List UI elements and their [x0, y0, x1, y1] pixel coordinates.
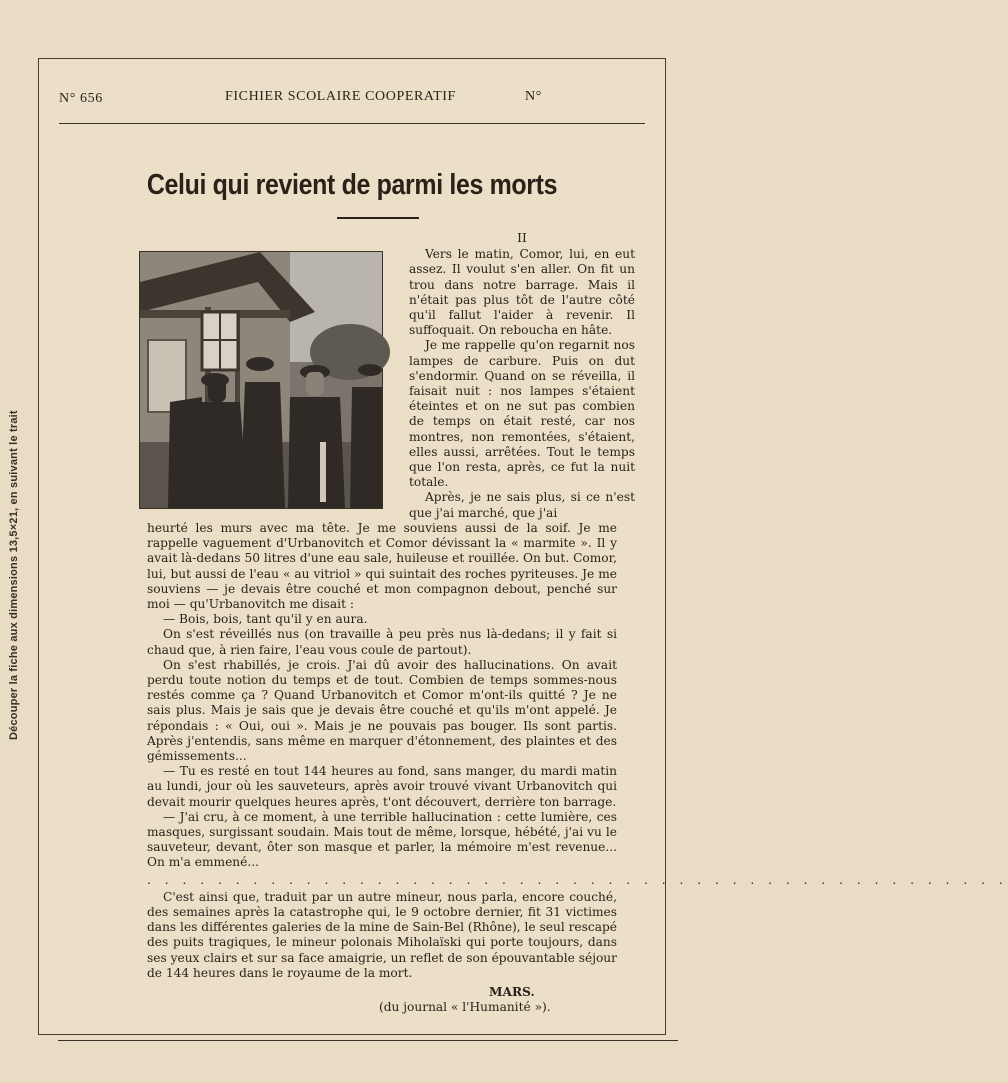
author-signature: MARS.	[489, 985, 535, 1000]
source-attribution: (du journal « l'Humanité »).	[379, 1000, 551, 1015]
section-separator: . . . . . . . . . . . . . . . . . . . . . . . . . . . . . . . . . . . . . . . . . . . . . . . . .	[147, 872, 1008, 887]
full-width-text	[147, 521, 1008, 1016]
paragraph: On s'est rhabillés, je crois. J'ai dû avoir des hallucinations. On avait perdu toute notion du temps et de tout. Combien de temps sommes-nous restés comme ça ? Quand Urbanovitch et Comor m'ont-ils quitté ? Je ne sais plus. Mais je sais que je devais être couché et qu'ils m'ont appelé. Je répondais : « Oui, oui ». Mais je ne pouvais pas bouger. Ils sont partis. Après j'entendis, sans même en marquer d'étonnement, des plaintes et des gémissements...	[147, 657, 617, 764]
paragraph: Après, je ne sais plus, si ce n'est que j'ai marché, que j'ai	[409, 490, 635, 520]
signature-block	[147, 985, 617, 1015]
document-sheet	[38, 58, 1008, 1035]
page-header	[59, 89, 645, 111]
article-title: Celui qui revient de parmi les morts	[146, 169, 558, 201]
cut-line	[58, 1040, 678, 1041]
header-rule	[59, 123, 645, 124]
paragraph: heurté les murs avec ma tête. Je me souviens aussi de la soif. Je me rappelle vaguement d'Urbanovitch et Comor dévissant la « marmite ». Il y avait là-dedans 50 litres d'une eau sale, huileuse et rouillée. On but. Comor, lui, but aussi de l'eau « au vitriol » qui suintait des roches pyriteuses. Je me souviens — je devais être couché et mon compagnon debout, penché sur moi — qu'Urbanovitch me disait :	[147, 521, 617, 612]
dialogue-line: — J'ai cru, à ce moment, à une terrible hallucination : cette lumière, ces masques, surgissant soudain. Mais tout de même, lorsque, hébété, j'ai vu le sauveteur, devant, ôter son masque et parler, la mémoire m'est revenue... On m'a emmené...	[147, 809, 617, 870]
section-number: II	[517, 231, 527, 245]
dialogue-line: — Tu es resté en tout 144 heures au fond, sans manger, du mardi matin au lundi, jour où les sauveteurs, après avoir trouvé vivant Urbanovitch qui devait mourir quelques heures après, t'ont découvert, derrière ton barrage.	[147, 764, 617, 809]
sheet-number-blank: N°	[525, 89, 542, 104]
cutting-instruction: Découper la fiche aux dimensions 13,5×21, en suivant le trait	[8, 410, 20, 740]
right-column	[409, 231, 635, 521]
paragraph: On s'est réveillés nus (on travaille à peu près nus là-dedans; il y fait si chaud que, à rien faire, l'eau vous coule de partout).	[147, 627, 617, 657]
title-underline	[337, 217, 419, 219]
paragraph: Je me rappelle qu'on regarnit nos lampes de carbure. Puis on dut s'endormir. Quand on se réveilla, il faisait nuit : nos lampes s'étaient éteintes et on ne sut pas combien de temps on était resté, car nos montres, non remontées, s'étaient, elles aussi, arrêtées. Tout le temps que l'on resta, après, ce fut la nuit totale.	[409, 338, 635, 490]
paragraph: Vers le matin, Comor, lui, en eut assez. Il voulut s'en aller. On fit un trou dans notre barrage. Mais il n'était pas plus tôt de l'autre côté qu'il fallut l'aider à revenir. Il suffoquait. On reboucha en hâte.	[409, 247, 635, 338]
header-title: FICHIER SCOLAIRE COOPERATIF	[225, 89, 456, 104]
dialogue-line: — Bois, bois, tant qu'il y en aura.	[163, 612, 368, 627]
closing-paragraph: C'est ainsi que, traduit par un autre mineur, nous parla, encore couché, des semaines après la catastrophe qui, le 9 octobre dernier, fit 31 victimes dans les différentes galeries de la mine de Sain-Bel (Rhône), le seul rescapé des puits tragiques, le mineur polonais Miholaïski qui porte toujours, dans ses yeux clairs et sur sa face amaigrie, un reflet de son épouvantable séjour de 144 heures dans le royaume de la mort.	[147, 889, 618, 980]
sheet-number: N° 656	[59, 91, 103, 106]
article-body	[39, 231, 1008, 1015]
